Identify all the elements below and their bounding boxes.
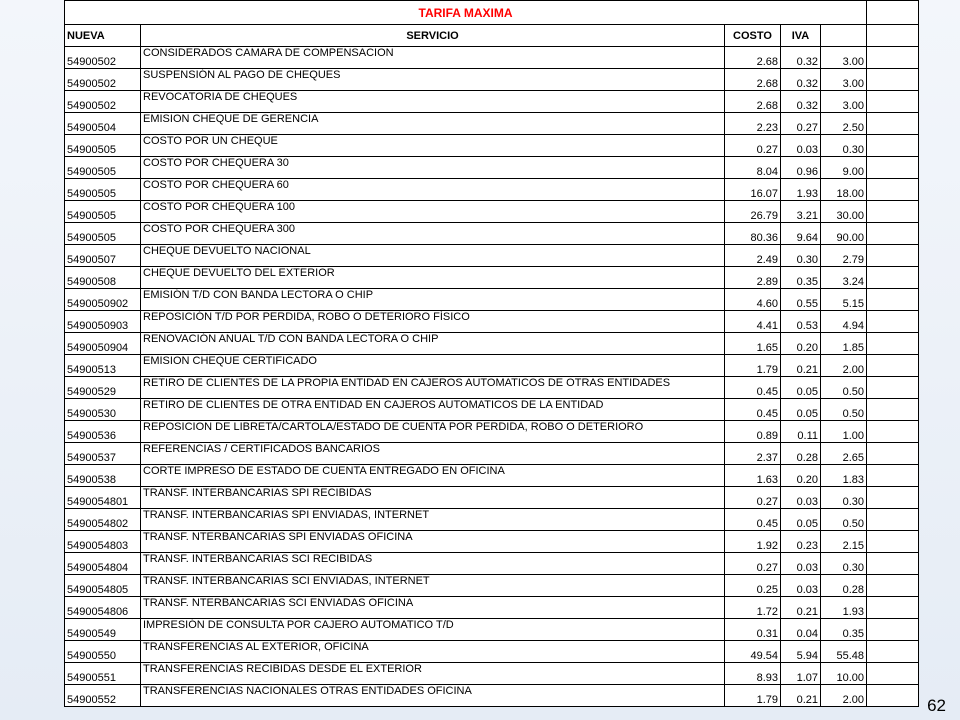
table-row (65, 179, 919, 201)
row-total: 1.85 (821, 333, 867, 355)
row-code: 54900507 (65, 245, 141, 267)
row-iva: 0.20 (781, 465, 821, 487)
row-service: EMISION CHEQUE CERTIFICADO (141, 355, 725, 377)
row-code: 5490054803 (65, 531, 141, 553)
row-code: 54900502 (65, 69, 141, 91)
row-service: REPOSICIÓN T/D POR PERDIDA, ROBO O DETERIORO FÍSICO (141, 311, 725, 333)
row-cost: 0.89 (725, 421, 781, 443)
row-total: 4.94 (821, 311, 867, 333)
table-row (65, 663, 919, 685)
row-code: 54900505 (65, 135, 141, 157)
row-empty-cell (867, 619, 919, 641)
row-cost: 1.79 (725, 355, 781, 377)
table-row (65, 509, 919, 531)
row-service: IMPRESIÓN DE CONSULTA POR CAJERO AUTOMATICO T/D (141, 619, 725, 641)
row-code: 5490050903 (65, 311, 141, 333)
row-cost: 0.27 (725, 553, 781, 575)
table-row (65, 201, 919, 223)
tariff-table (64, 0, 919, 707)
row-empty-cell (867, 421, 919, 443)
header-row (65, 25, 919, 47)
row-code: 54900505 (65, 223, 141, 245)
table-row (65, 465, 919, 487)
row-iva: 1.07 (781, 663, 821, 685)
row-cost: 2.89 (725, 267, 781, 289)
table-row (65, 641, 919, 663)
row-service: CHEQUE DEVUELTO DEL EXTERIOR (141, 267, 725, 289)
row-total: 9.00 (821, 157, 867, 179)
table-row (65, 487, 919, 509)
row-total: 0.50 (821, 509, 867, 531)
row-empty-cell (867, 201, 919, 223)
row-service: TRANSFERENCIAS RECIBIDAS DESDE EL EXTERIOR (141, 663, 725, 685)
row-code: 5490050902 (65, 289, 141, 311)
table-row (65, 333, 919, 355)
title-empty-cell (867, 1, 919, 25)
row-total: 0.50 (821, 399, 867, 421)
row-empty-cell (867, 355, 919, 377)
row-service: REFERENCIAS / CERTIFICADOS BANCARIOS (141, 443, 725, 465)
row-empty-cell (867, 531, 919, 553)
table-row (65, 443, 919, 465)
row-code: 54900536 (65, 421, 141, 443)
row-iva: 5.94 (781, 641, 821, 663)
table-row (65, 597, 919, 619)
row-code: 54900505 (65, 179, 141, 201)
row-total: 3.00 (821, 69, 867, 91)
row-total: 1.83 (821, 465, 867, 487)
row-empty-cell (867, 223, 919, 245)
row-empty-cell (867, 575, 919, 597)
row-code: 54900538 (65, 465, 141, 487)
table-row (65, 311, 919, 333)
row-cost: 80.36 (725, 223, 781, 245)
row-total: 2.00 (821, 685, 867, 707)
row-cost: 8.04 (725, 157, 781, 179)
row-service: TRANSF. INTERBANCARIAS SPI ENVIADAS, INTERNET (141, 509, 725, 531)
row-empty-cell (867, 157, 919, 179)
row-iva: 3.21 (781, 201, 821, 223)
row-service: REVOCATORIA DE CHEQUES (141, 91, 725, 113)
row-total: 55.48 (821, 641, 867, 663)
row-code: 54900550 (65, 641, 141, 663)
row-empty-cell (867, 69, 919, 91)
row-cost: 4.60 (725, 289, 781, 311)
header-servicio: SERVICIO (141, 25, 725, 47)
row-cost: 0.45 (725, 399, 781, 421)
row-total: 18.00 (821, 179, 867, 201)
row-service: REPOSICION DE LIBRETA/CARTOLA/ESTADO DE CUENTA POR PERDIDA, ROBO O DETERIORO (141, 421, 725, 443)
row-total: 2.50 (821, 113, 867, 135)
row-code: 54900552 (65, 685, 141, 707)
row-iva: 0.96 (781, 157, 821, 179)
table-row (65, 355, 919, 377)
row-total: 0.30 (821, 135, 867, 157)
header-iva: IVA (781, 25, 821, 47)
row-total: 0.50 (821, 377, 867, 399)
row-cost: 26.79 (725, 201, 781, 223)
row-cost: 2.23 (725, 113, 781, 135)
row-iva: 0.27 (781, 113, 821, 135)
row-total: 1.93 (821, 597, 867, 619)
row-iva: 0.21 (781, 355, 821, 377)
row-iva: 0.05 (781, 509, 821, 531)
table-row (65, 135, 919, 157)
row-service: COSTO POR CHEQUERA 300 (141, 223, 725, 245)
table-row (65, 267, 919, 289)
row-total: 5.15 (821, 289, 867, 311)
row-code: 54900502 (65, 47, 141, 69)
row-empty-cell (867, 663, 919, 685)
row-cost: 4.41 (725, 311, 781, 333)
row-cost: 2.68 (725, 91, 781, 113)
row-empty-cell (867, 553, 919, 575)
row-cost: 1.79 (725, 685, 781, 707)
row-empty-cell (867, 487, 919, 509)
row-empty-cell (867, 377, 919, 399)
row-service: TRANSF. NTERBANCARIAS SCI ENVIADAS OFICINA (141, 597, 725, 619)
row-service: COSTO POR UN CHEQUE (141, 135, 725, 157)
row-total: 0.35 (821, 619, 867, 641)
table-row (65, 575, 919, 597)
row-service: TRANSF. INTERBANCARIAS SCI ENVIADAS, INTERNET (141, 575, 725, 597)
row-service: EMISIÓN T/D CON BANDA LECTORA O CHIP (141, 289, 725, 311)
row-total: 3.00 (821, 91, 867, 113)
row-iva: 0.30 (781, 245, 821, 267)
row-cost: 2.68 (725, 47, 781, 69)
row-empty-cell (867, 597, 919, 619)
table-row (65, 531, 919, 553)
row-iva: 0.53 (781, 311, 821, 333)
row-code: 54900513 (65, 355, 141, 377)
row-empty-cell (867, 333, 919, 355)
row-iva: 0.05 (781, 377, 821, 399)
row-total: 2.79 (821, 245, 867, 267)
row-code: 54900530 (65, 399, 141, 421)
row-iva: 0.04 (781, 619, 821, 641)
row-service: COSTO POR CHEQUERA 60 (141, 179, 725, 201)
table-row (65, 223, 919, 245)
row-empty-cell (867, 465, 919, 487)
row-service: TRANSF. INTERBANCARIAS SCI RECIBIDAS (141, 553, 725, 575)
row-total: 3.00 (821, 47, 867, 69)
table-row (65, 91, 919, 113)
row-total: 2.00 (821, 355, 867, 377)
row-service: TRANSF. NTERBANCARIAS SPI ENVIADAS OFICINA (141, 531, 725, 553)
row-code: 54900508 (65, 267, 141, 289)
row-iva: 0.20 (781, 333, 821, 355)
row-total: 2.65 (821, 443, 867, 465)
row-empty-cell (867, 443, 919, 465)
row-iva: 0.55 (781, 289, 821, 311)
row-service: COSTO POR CHEQUERA 100 (141, 201, 725, 223)
row-iva: 0.03 (781, 135, 821, 157)
row-cost: 16.07 (725, 179, 781, 201)
row-service: RETIRO DE CLIENTES DE OTRA ENTIDAD EN CAJEROS AUTOMATICOS DE LA ENTIDAD (141, 399, 725, 421)
row-total: 0.30 (821, 553, 867, 575)
header-total (821, 25, 867, 47)
row-cost: 1.72 (725, 597, 781, 619)
row-cost: 1.92 (725, 531, 781, 553)
row-code: 54900549 (65, 619, 141, 641)
row-empty-cell (867, 641, 919, 663)
row-code: 5490054806 (65, 597, 141, 619)
row-total: 0.30 (821, 487, 867, 509)
row-cost: 0.45 (725, 509, 781, 531)
row-code: 5490050904 (65, 333, 141, 355)
row-code: 5490054805 (65, 575, 141, 597)
header-empty (867, 25, 919, 47)
row-total: 30.00 (821, 201, 867, 223)
title-row (65, 1, 919, 25)
table-row (65, 113, 919, 135)
row-code: 54900505 (65, 201, 141, 223)
row-empty-cell (867, 135, 919, 157)
table-row (65, 289, 919, 311)
header-costo: COSTO (725, 25, 781, 47)
row-cost: 2.37 (725, 443, 781, 465)
table-row (65, 685, 919, 707)
row-cost: 1.63 (725, 465, 781, 487)
row-cost: 0.27 (725, 135, 781, 157)
table-row (65, 421, 919, 443)
row-total: 3.24 (821, 267, 867, 289)
table-row (65, 619, 919, 641)
row-cost: 0.31 (725, 619, 781, 641)
row-code: 54900505 (65, 157, 141, 179)
row-iva: 0.05 (781, 399, 821, 421)
row-code: 54900502 (65, 91, 141, 113)
row-total: 10.00 (821, 663, 867, 685)
table-title: TARIFA MAXIMA (65, 1, 867, 25)
row-iva: 0.11 (781, 421, 821, 443)
table-row (65, 157, 919, 179)
row-service: TRANSFERENCIAS NACIONALES OTRAS ENTIDADES OFICINA (141, 685, 725, 707)
row-service: SUSPENSIÓN AL PAGO DE CHEQUES (141, 69, 725, 91)
table-row (65, 377, 919, 399)
table-row (65, 47, 919, 69)
table-row (65, 245, 919, 267)
row-service: COSTO POR CHEQUERA 30 (141, 157, 725, 179)
row-total: 2.15 (821, 531, 867, 553)
row-cost: 0.27 (725, 487, 781, 509)
header-nueva: NUEVA (65, 25, 141, 47)
row-cost: 1.65 (725, 333, 781, 355)
row-cost: 2.68 (725, 69, 781, 91)
row-cost: 0.45 (725, 377, 781, 399)
row-iva: 0.21 (781, 597, 821, 619)
row-empty-cell (867, 509, 919, 531)
row-iva: 0.28 (781, 443, 821, 465)
row-empty-cell (867, 91, 919, 113)
row-empty-cell (867, 685, 919, 707)
row-empty-cell (867, 289, 919, 311)
table-row (65, 69, 919, 91)
row-cost: 2.49 (725, 245, 781, 267)
row-total: 90.00 (821, 223, 867, 245)
tariff-table-container (64, 0, 919, 707)
row-cost: 8.93 (725, 663, 781, 685)
page-number: 62 (927, 696, 946, 715)
row-iva: 0.32 (781, 91, 821, 113)
table-row (65, 399, 919, 421)
row-service: RETIRO DE CLIENTES DE LA PROPIA ENTIDAD EN CAJEROS AUTOMATICOS DE OTRAS ENTIDADES (141, 377, 725, 399)
row-service: EMISION CHEQUE DE GERENCIA (141, 113, 725, 135)
row-code: 54900529 (65, 377, 141, 399)
row-total: 1.00 (821, 421, 867, 443)
row-empty-cell (867, 179, 919, 201)
row-code: 5490054802 (65, 509, 141, 531)
row-empty-cell (867, 311, 919, 333)
row-iva: 9.64 (781, 223, 821, 245)
row-iva: 0.32 (781, 47, 821, 69)
row-iva: 0.03 (781, 487, 821, 509)
row-empty-cell (867, 47, 919, 69)
row-service: CORTE IMPRESO DE ESTADO DE CUENTA ENTREGADO EN OFICINA (141, 465, 725, 487)
row-iva: 0.03 (781, 575, 821, 597)
row-iva: 1.93 (781, 179, 821, 201)
row-iva: 0.03 (781, 553, 821, 575)
row-iva: 0.35 (781, 267, 821, 289)
row-service: RENOVACIÓN ANUAL T/D CON BANDA LECTORA O CHIP (141, 333, 725, 355)
row-code: 5490054801 (65, 487, 141, 509)
row-service: CONSIDERADOS CAMARA DE COMPENSACION (141, 47, 725, 69)
table-row (65, 553, 919, 575)
row-code: 54900504 (65, 113, 141, 135)
row-empty-cell (867, 267, 919, 289)
row-code: 54900551 (65, 663, 141, 685)
row-cost: 49.54 (725, 641, 781, 663)
row-empty-cell (867, 113, 919, 135)
row-service: TRANSFERENCIAS AL EXTERIOR, OFICINA (141, 641, 725, 663)
row-service: TRANSF. INTERBANCARIAS SPI RECIBIDAS (141, 487, 725, 509)
row-empty-cell (867, 399, 919, 421)
row-iva: 0.21 (781, 685, 821, 707)
row-total: 0.28 (821, 575, 867, 597)
row-code: 54900537 (65, 443, 141, 465)
row-cost: 0.25 (725, 575, 781, 597)
row-iva: 0.32 (781, 69, 821, 91)
row-empty-cell (867, 245, 919, 267)
row-iva: 0.23 (781, 531, 821, 553)
row-service: CHEQUE DEVUELTO NACIONAL (141, 245, 725, 267)
row-code: 5490054804 (65, 553, 141, 575)
